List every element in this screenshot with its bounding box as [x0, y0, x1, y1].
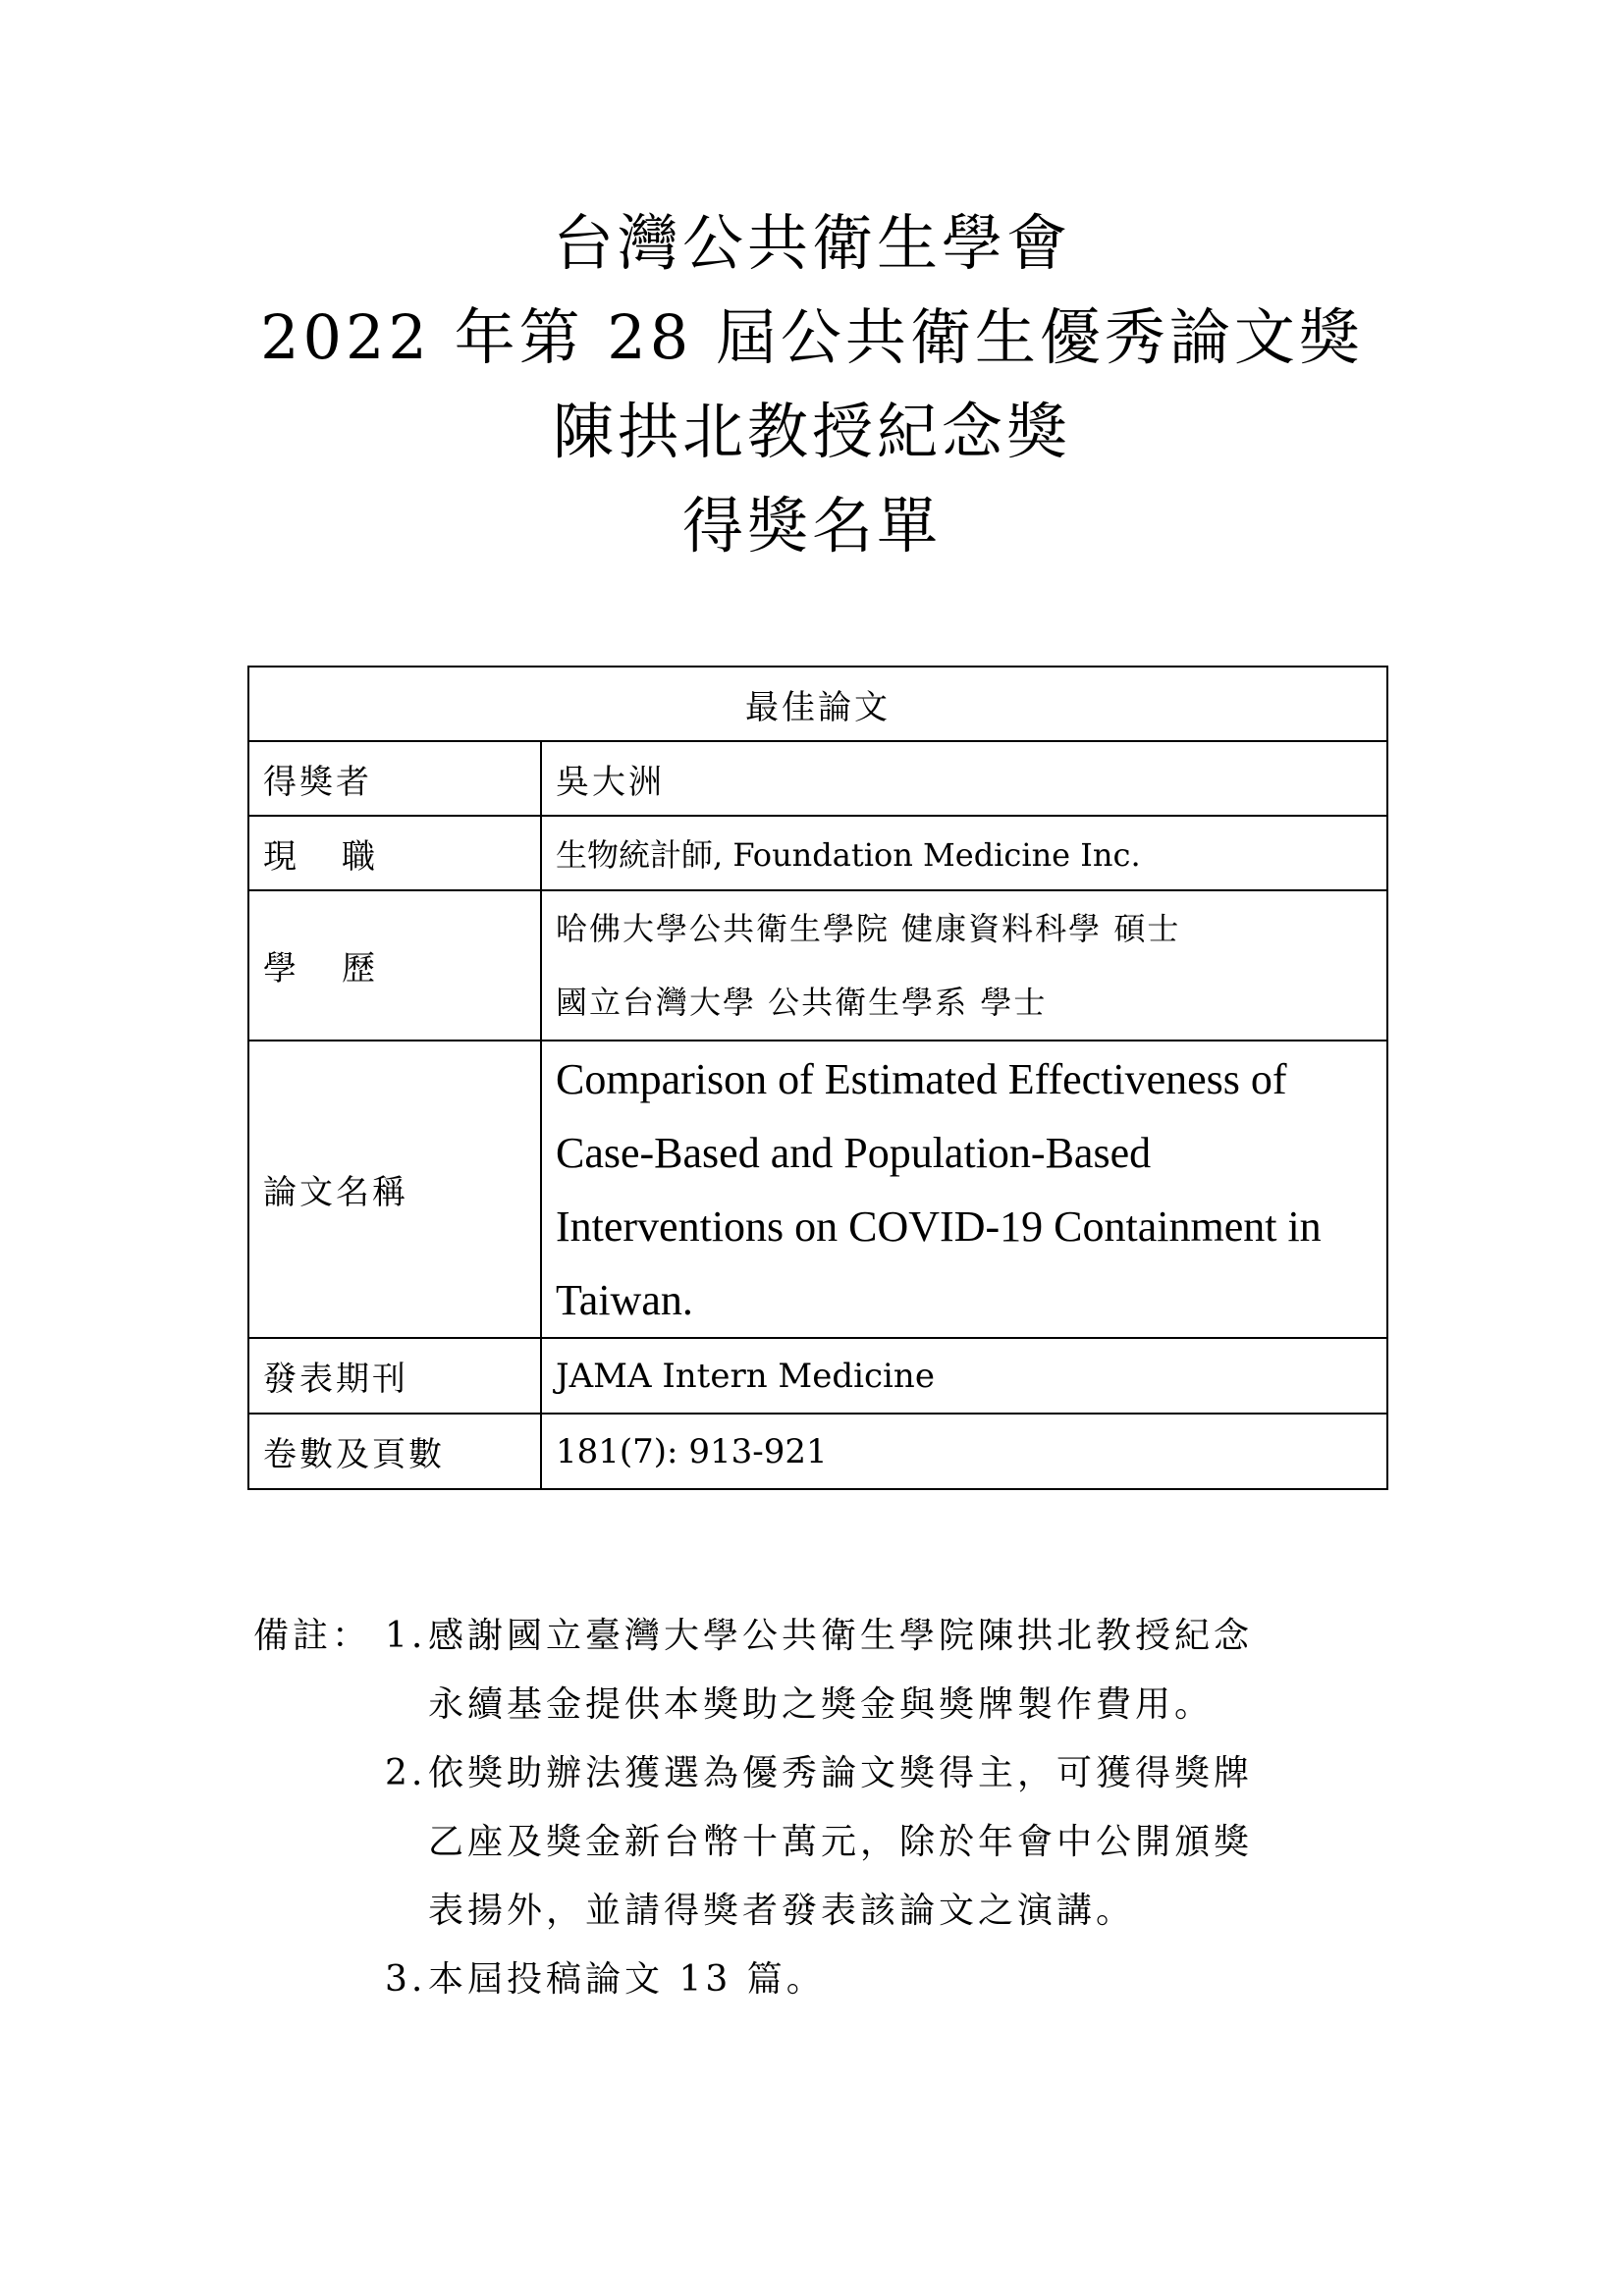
notes-prefix: 備註： — [253, 1616, 372, 1656]
notes-section — [253, 1602, 1392, 2014]
note-line: 感謝國立臺灣大學公共衛生學院陳拱北教授紀念 — [428, 1616, 1254, 1656]
table-row-winner — [248, 741, 1387, 816]
label-paper-title: 論文名稱 — [248, 1041, 541, 1338]
note-line: 永續基金提供本獎助之獎金與獎牌製作費用。 — [428, 1684, 1215, 1725]
label-position: 現職 — [248, 816, 541, 890]
label-journal: 發表期刊 — [248, 1338, 541, 1414]
note-line: 依獎助辦法獲選為優秀論文獎得主，可獲得獎牌 — [428, 1753, 1254, 1793]
education-line: 哈佛大學公共衛生學院 健康資料科學 碩士 — [556, 909, 1181, 947]
paper-title-line: Comparison of Estimated Effectiveness of — [556, 1054, 1287, 1103]
table-row-journal — [248, 1338, 1387, 1414]
paper-title-line: Case-Based and Population-Based — [556, 1128, 1152, 1177]
award-title: 2022 年第 28 屆公共衛生優秀論文獎 — [260, 301, 1364, 373]
society-name: 台灣公共衛生學會 — [552, 207, 1071, 279]
note-number: 2. — [385, 1753, 427, 1793]
note-item — [253, 1671, 1392, 1739]
note-item — [253, 1602, 1392, 1671]
award-subtitle: 陳拱北教授紀念獎 — [552, 396, 1071, 467]
value-position: 生物統計師, Foundation Medicine Inc. — [541, 816, 1387, 890]
note-item — [253, 1739, 1392, 1808]
label-winner: 得獎者 — [248, 741, 541, 816]
note-item — [253, 1808, 1392, 1877]
label-education: 學歷 — [248, 890, 541, 1041]
value-volume-pages: 181(7): 913-921 — [541, 1414, 1387, 1489]
title-block — [0, 196, 1624, 573]
table-header: 最佳論文 — [248, 667, 1387, 741]
table-row-volume-pages — [248, 1414, 1387, 1489]
note-number: 1. — [385, 1616, 427, 1656]
paper-title-line: Interventions on COVID-19 Containment in — [556, 1201, 1322, 1251]
winners-list-heading: 得獎名單 — [681, 490, 942, 561]
note-line: 本屆投稿論文 13 篇。 — [428, 1959, 826, 2000]
note-line: 乙座及獎金新台幣十萬元，除於年會中公開頒獎 — [428, 1822, 1254, 1862]
paper-title-line: Taiwan. — [556, 1275, 693, 1324]
award-table — [247, 666, 1388, 1490]
value-education — [541, 890, 1387, 1041]
note-number: 3. — [385, 1959, 427, 2000]
table-header-row — [248, 667, 1387, 741]
value-paper-title — [541, 1041, 1387, 1338]
table-row-paper-title — [248, 1041, 1387, 1338]
value-journal: JAMA Intern Medicine — [541, 1338, 1387, 1414]
note-item — [253, 1877, 1392, 1946]
note-line: 表揚外，並請得獎者發表該論文之演講。 — [428, 1891, 1136, 1931]
education-line: 國立台灣大學 公共衛生學系 學士 — [556, 983, 1048, 1021]
table-row-position — [248, 816, 1387, 890]
table-row-education — [248, 890, 1387, 1041]
label-volume-pages: 卷數及頁數 — [248, 1414, 541, 1489]
note-item — [253, 1946, 1392, 2014]
value-winner: 吳大洲 — [541, 741, 1387, 816]
